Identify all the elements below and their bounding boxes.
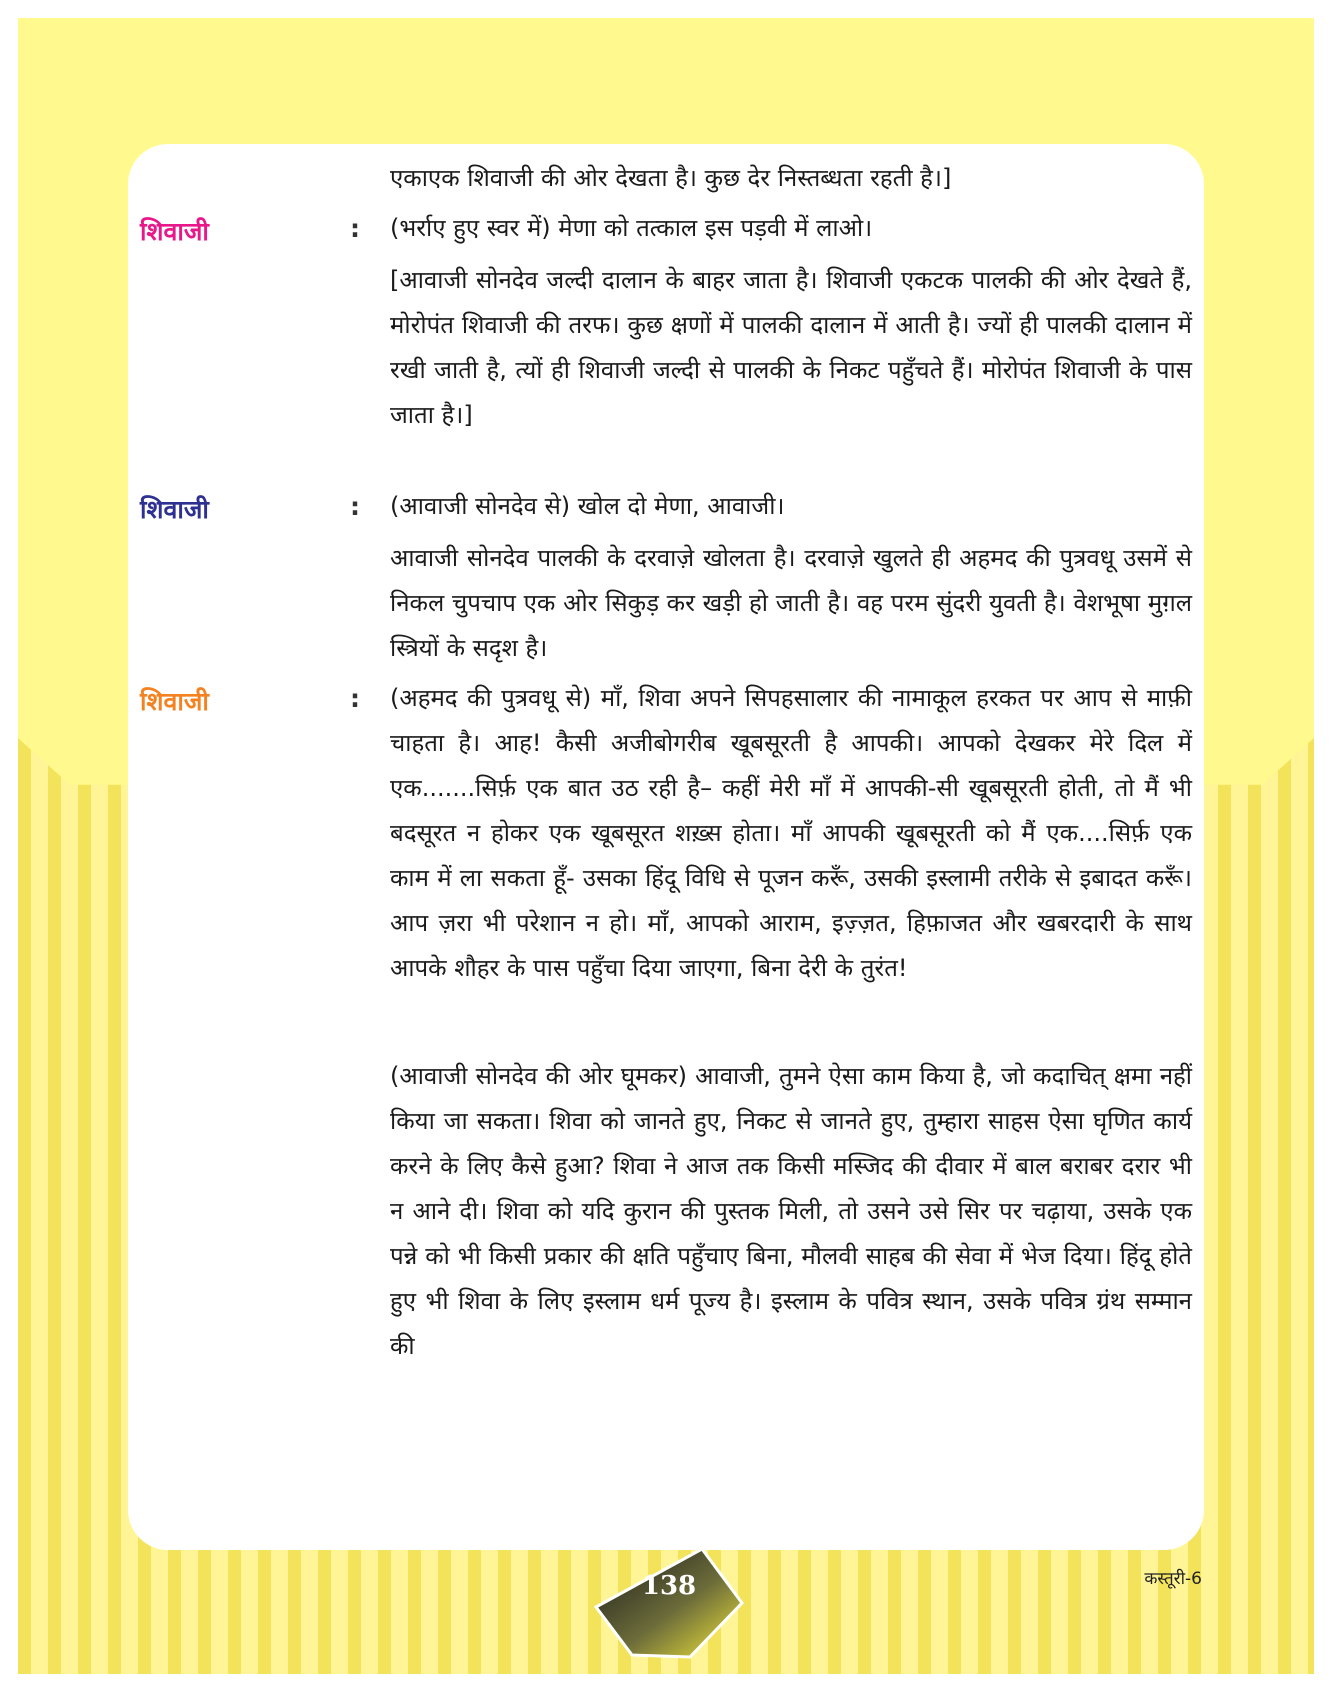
stage-direction: आवाजी सोनदेव पालकी के दरवाज़े खोलता है। दरवाज़े खुलते ही अहमद की पुत्रवधू उसमें से निकल चुपचाप एक ओर सिकुड़ कर खड़ी हो जाती है। वह परम सुंदरी युवती है। वेशभूषा मुग़ल स्त्रियों के सदृश है।	[390, 544, 1192, 662]
speaker-colon: :	[350, 492, 360, 521]
speaker-name: शिवाजी	[140, 217, 209, 246]
dialogue-line: (आवाजी सोनदेव से) खोल दो मेणा, आवाजी।	[390, 492, 785, 520]
page-number-badge	[592, 1547, 746, 1659]
dialogue-continuation: (आवाजी सोनदेव की ओर घूमकर) आवाजी, तुमने ऐसा काम किया है, जो कदाचित् क्षमा नहीं किया जा सकता। शिवा को जानते हुए, निकट से जानते हुए, तुम्हारा साहस ऐसा घृणित कार्य करने के लिए कैसे हुआ? शिवा ने आज तक किसी मस्जिद की दीवार में बाल बराबर दरार भी न आने दी। शिवा को यदि कुरान की पुस्तक मिली, तो उसने उसे सिर पर चढ़ाया, उसके एक पन्ने को भी किसी प्रकार की क्षति पहुँचाए बिना, मौलवी साहब की सेवा में भेज दिया। हिंदू होते हुए भी शिवा के लिए इस्लाम धर्म पूज्य है। इस्लाम के पवित्र स्थान, उसके पवित्र ग्रंथ सम्मान की	[390, 1062, 1192, 1360]
speaker-colon: :	[350, 214, 360, 243]
book-label: कस्तूरी-6	[1144, 1569, 1202, 1589]
dialogue-line: (भर्राए हुए स्वर में) मेणा को तत्काल इस पड़वी में लाओ।	[390, 214, 873, 242]
speaker-name: शिवाजी	[140, 495, 209, 524]
stage-direction: [आवाजी सोनदेव जल्दी दालान के बाहर जाता है। शिवाजी एकटक पालकी की ओर देखते हैं, मोरोपंत शिवाजी की तरफ। कुछ क्षणों में पालकी दालान में आती है। ज्यों ही पालकी दालान में रखी जाती है, त्यों ही शिवाजी जल्दी से पालकी के निकट पहुँचते हैं। मोरोपंत शिवाजी के पास जाता है।]	[390, 266, 1192, 429]
dialogue-line: (अहमद की पुत्रवधू से) माँ, शिवा अपने सिपहसालार की नामाकूल हरकत पर आप से माफ़ी चाहता है। आह! कैसी अजीबोगरीब खूबसूरती है आपकी। आपको देखकर मेरे दिल में एक.......सिर्फ़ एक बात उठ रही है– कहीं मेरी माँ में आपकी-सी खूबसूरती होती, तो मैं भी बदसूरत न होकर एक खूबसूरत शख़्स होता। माँ आपकी खूबसूरती को मैं एक....सिर्फ़ एक काम में ला सकता हूँ- उसका हिंदू विधि से पूजन करूँ, उसकी इस्लामी तरीके से इबादत करूँ। आप ज़रा भी परेशान न हो। माँ, आपको आराम, इज़्ज़त, हिफ़ाजत और खबरदारी के साथ आपके शौहर के पास पहुँचा दिया जाएगा, बिना देरी के तुरंत!	[390, 684, 1192, 982]
speaker-colon: :	[350, 684, 360, 713]
speaker-name: शिवाजी	[140, 687, 209, 716]
stage-direction-continued: एकाएक शिवाजी की ओर देखता है। कुछ देर निस्तब्धता रहती है।]	[390, 164, 952, 192]
text-panel	[128, 144, 1204, 1550]
page-number: 138	[641, 1571, 697, 1601]
